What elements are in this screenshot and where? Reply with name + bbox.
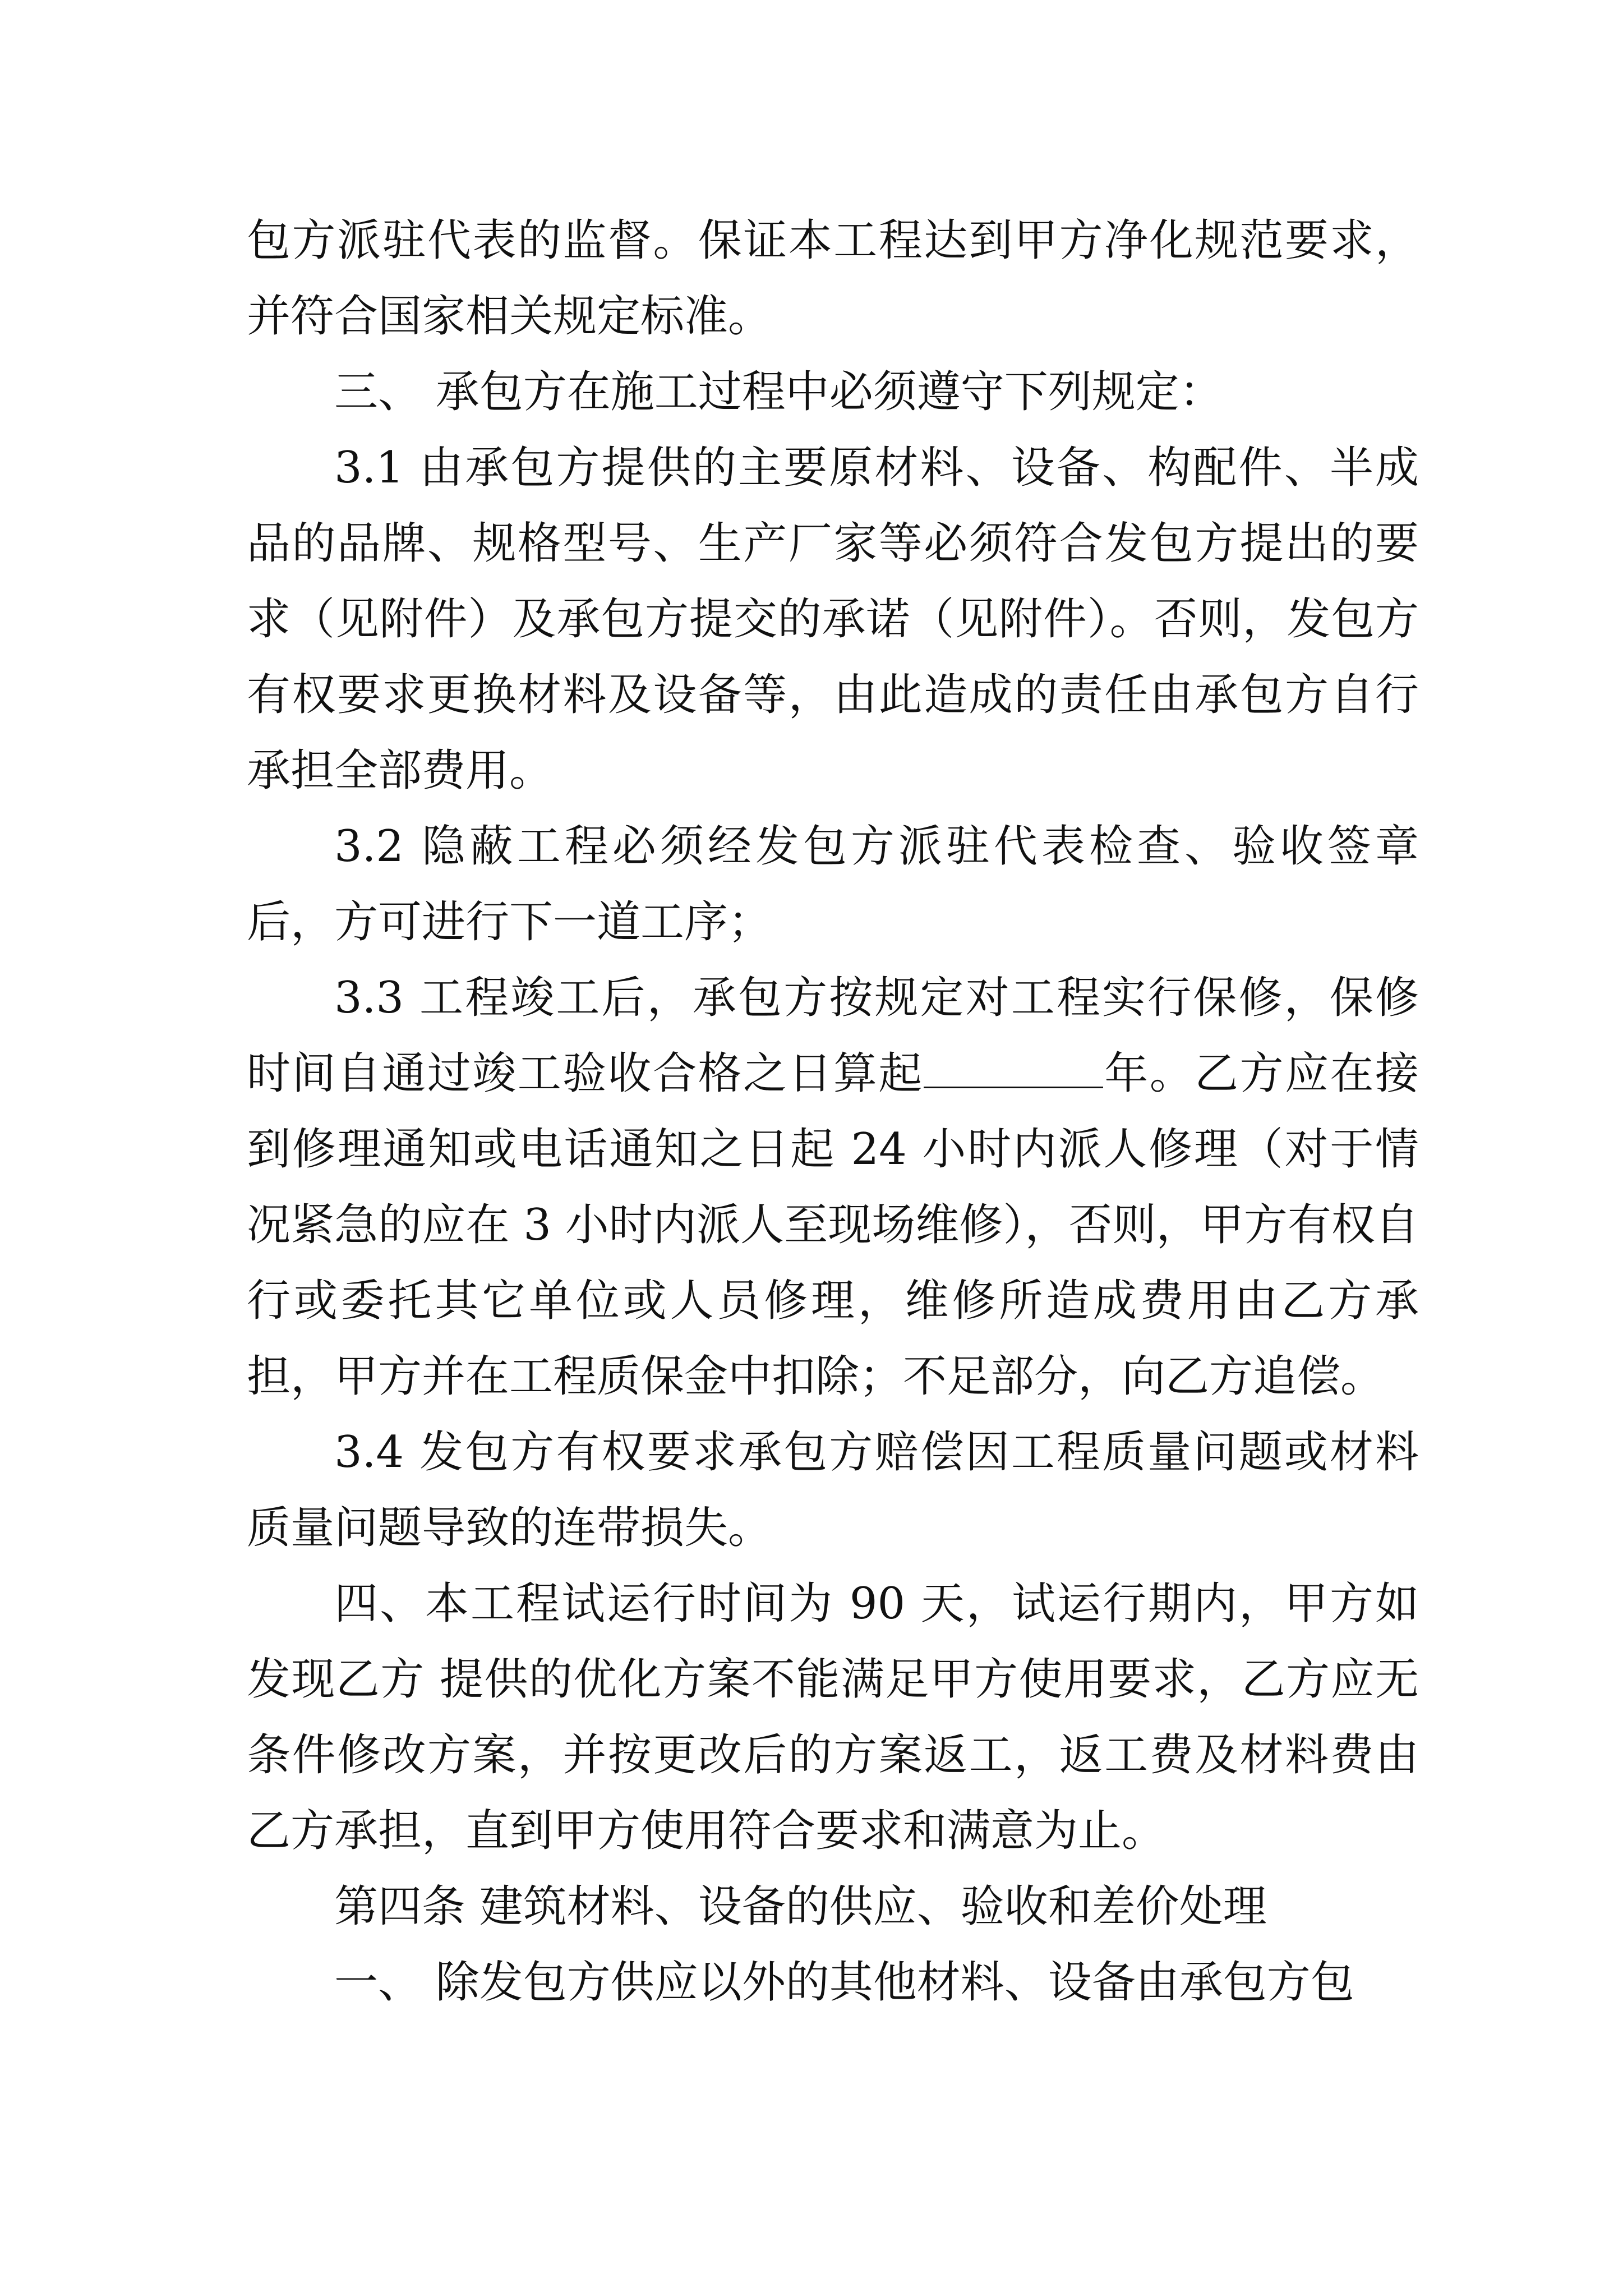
clause-3-3-text-after-blank: 年。乙方应在接到修理通知或电话通知之日起 24 小时内派人修理（对于情况紧急的应在 3 小时内派人至现场维修），否则，甲方有权自行或委托其它单位或人员修理，维修所造成费用由乙方承担，甲方并在工程质保金中扣除；不足部分，向乙方追偿。 [247, 1048, 1419, 1402]
paragraph-clause-3-4: 3.4 发包方有权要求承包方赔偿因工程质量问题或材料质量问题导致的连带损失。 [247, 1427, 1419, 1553]
paragraph-clause-3-2: 3.2 隐蔽工程必须经发包方派驻代表检查、验收签章后，方可进行下一道工序； [247, 821, 1419, 947]
clause-3-3-text-before-blank: 3.3 工程竣工后，承包方按规定对工程实行保修，保修时间自通过竣工验收合格之日算起 [247, 973, 1419, 1099]
document-body [247, 203, 1419, 2021]
paragraph-section-three-heading: 三、 承包方在施工过程中必须遵守下列规定： [334, 367, 1223, 417]
warranty-years-blank [924, 1047, 1103, 1088]
paragraph-article-four-heading: 第四条 建筑材料、设备的供应、验收和差价处理 [334, 1881, 1267, 1932]
paragraph-article-four-item-one: 一、 除发包方供应以外的其他材料、设备由承包方包 [334, 1957, 1354, 2008]
paragraph-section-four-trial-run: 四、本工程试运行时间为 90 天，试运行期内，甲方如发现乙方 提供的优化方案不能满足甲方使用要求，乙方应无条件修改方案，并按更改后的方案返工，返工费及材料费由乙方承担，直到甲方使用符合要求和满意为止。 [247, 1579, 1419, 1856]
paragraph-clause-3-1: 3.1 由承包方提供的主要原材料、设备、构配件、半成品的品牌、规格型号、生产厂家等必须符合发包方提出的要求（见附件）及承包方提交的承诺（见附件）。否则，发包方有权要求更换材料及设备等，由此造成的责任由承包方自行承担全部费用。 [247, 443, 1419, 796]
paragraph-clause-3-3 [247, 960, 1419, 1415]
paragraph-supervision: 包方派驻代表的监督。保证本工程达到甲方净化规范要求，并符合国家相关规定标准。 [247, 215, 1419, 342]
